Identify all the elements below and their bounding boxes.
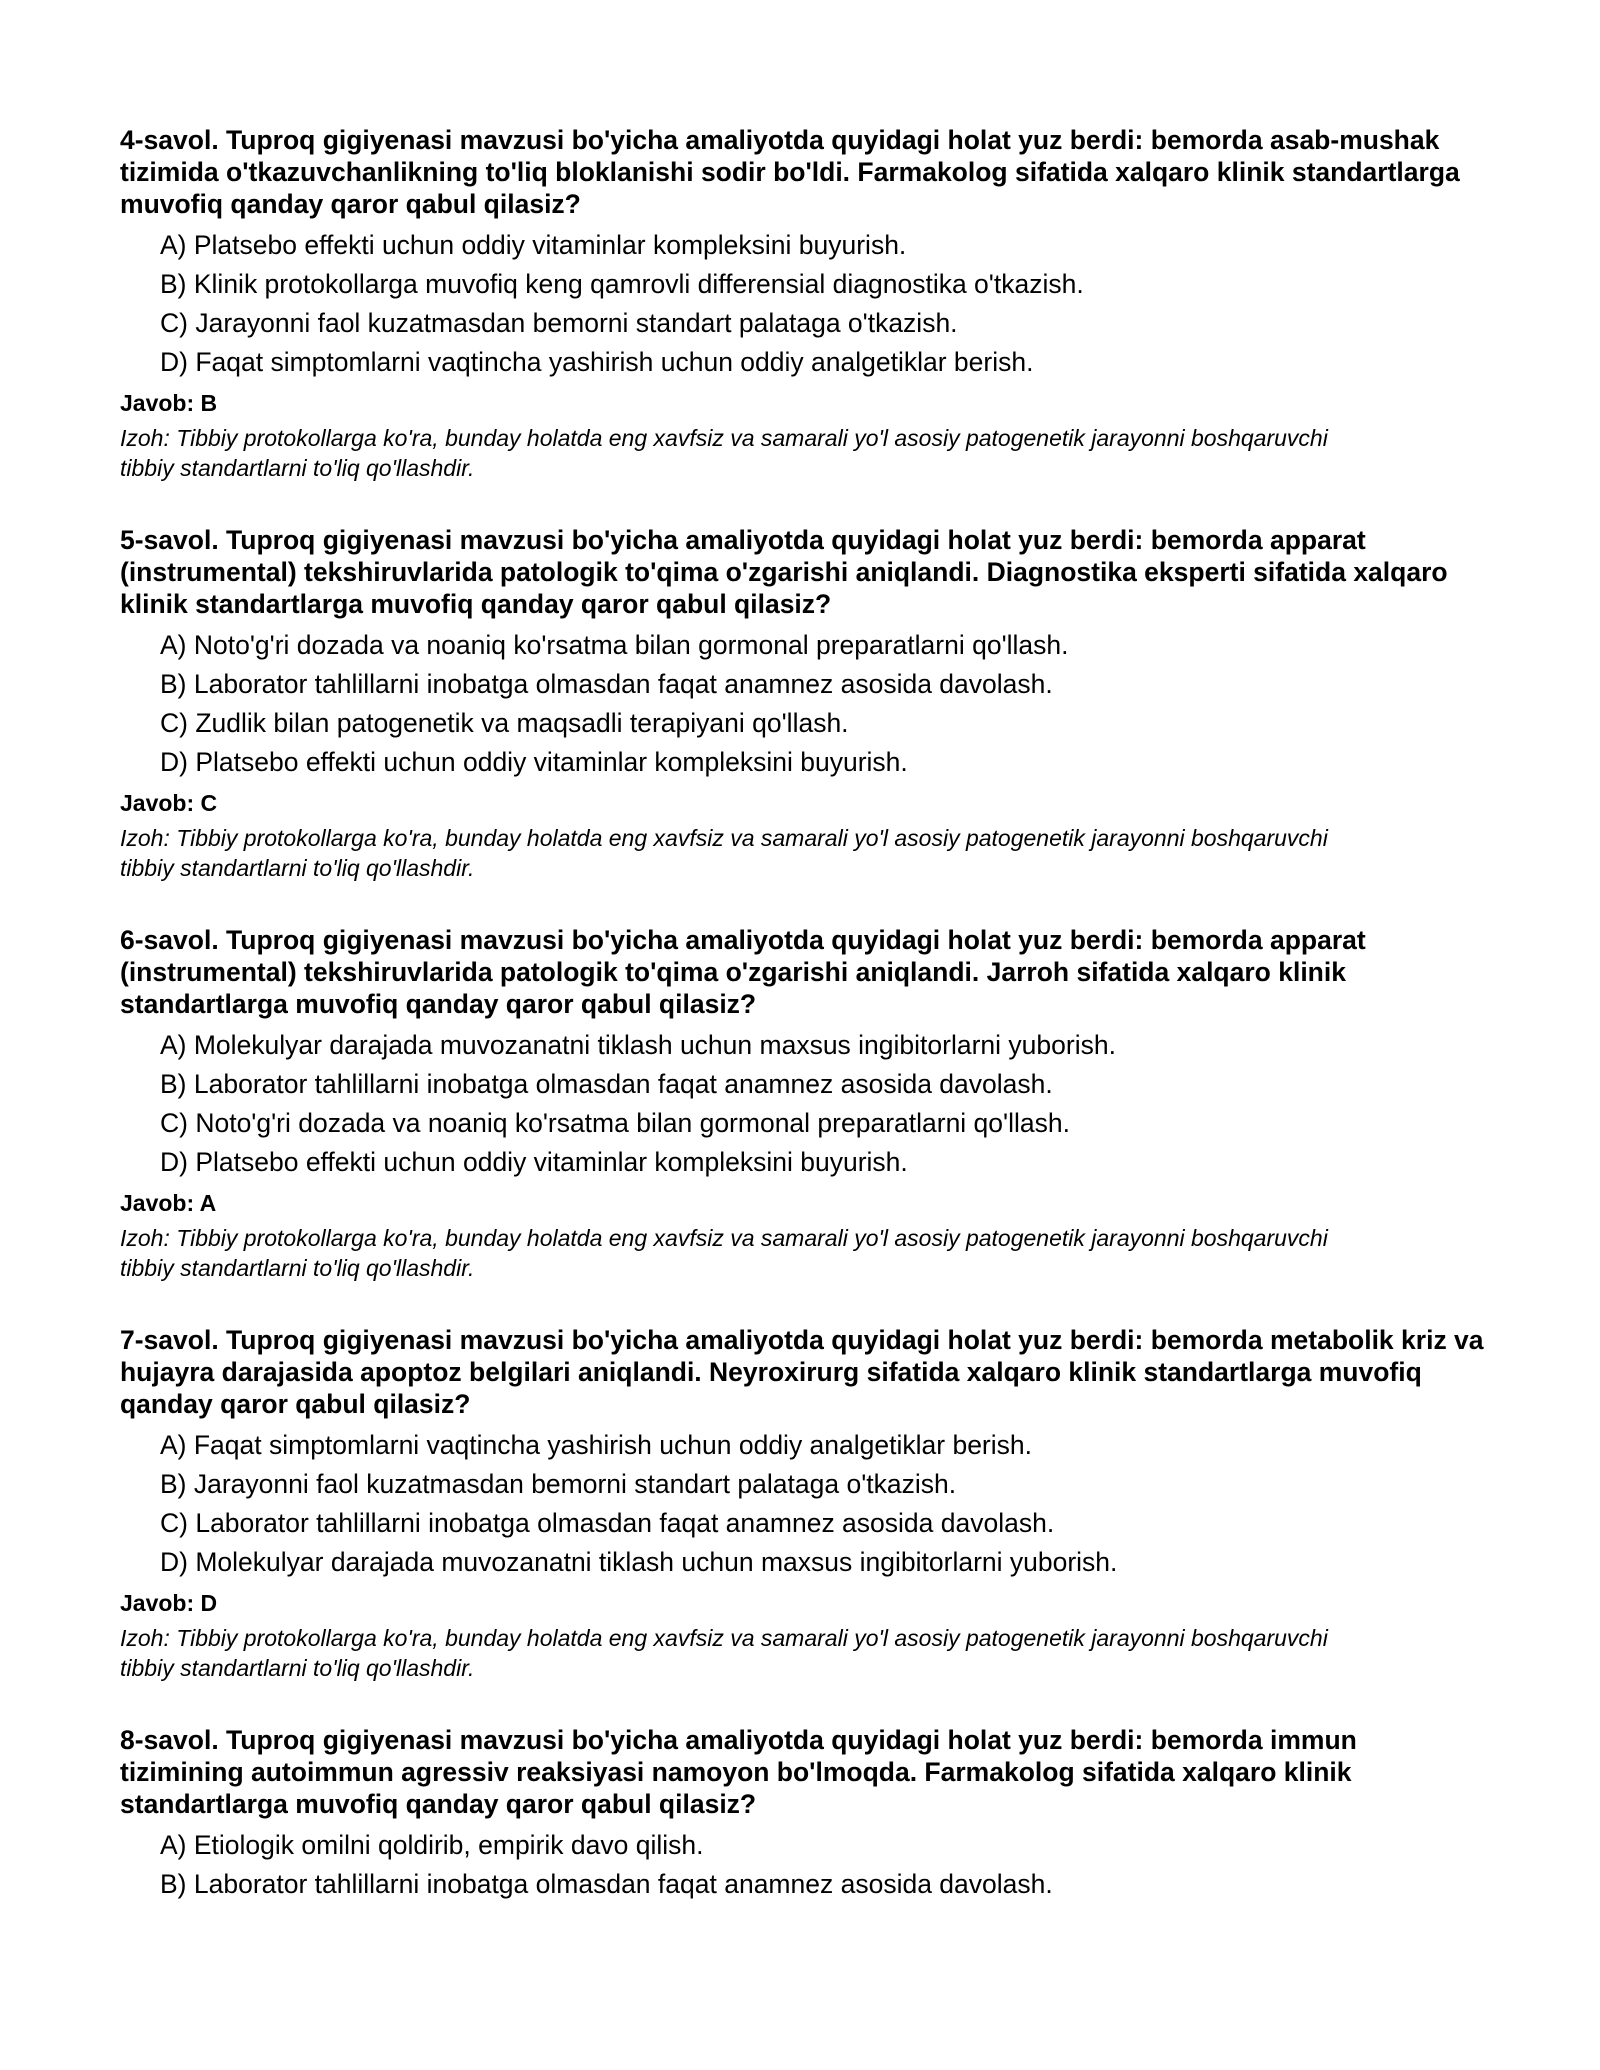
option-b: B) Klinik protokollarga muvofiq keng qamrovli differensial diagnostika o'tkazish. [160,269,1084,299]
explanation-note: Izoh: Tibbiy protokollarga ko'ra, bunday holatda eng xavfsiz va samarali yo'l asosiy patogenetik jarayonni boshqaruvchi tibbiy standartlarni to'liq qo'llashdir. [120,1625,1328,1681]
option-a: A) Molekulyar darajada muvozanatni tiklash uchun maxsus ingibitorlarni yuborish. [160,1030,1116,1060]
option-b: B) Laborator tahlillarni inobatga olmasdan faqat anamnez asosida davolash. [160,1069,1053,1099]
option-b: B) Laborator tahlillarni inobatga olmasdan faqat anamnez asosida davolash. [160,1869,1053,1899]
explanation-note: Izoh: Tibbiy protokollarga ko'ra, bunday holatda eng xavfsiz va samarali yo'l asosiy patogenetik jarayonni boshqaruvchi tibbiy standartlarni to'liq qo'llashdir. [120,1225,1328,1281]
spacer [120,883,1485,924]
answer-label: Javob: B [120,390,218,416]
question-text: 6-savol. Tuproq gigiyenasi mavzusi bo'yicha amaliyotda quyidagi holat yuz berdi: bemorda apparat (instrumental) tekshiruvlarida patologik to'qima o'zgarishi aniqlandi. Jarroh sifatida xalqaro klinik standartlarga muvofiq qanday qaror qabul qilasiz? [120,925,1366,1019]
spacer [120,1683,1485,1724]
answer-label: Javob: C [120,790,218,816]
spacer [120,483,1485,524]
option-a: A) Etiologik omilni qoldirib, empirik davo qilish. [160,1830,704,1860]
options-list [120,1830,1485,1899]
question-text: 8-savol. Tuproq gigiyenasi mavzusi bo'yicha amaliyotda quyidagi holat yuz berdi: bemorda immun tizimining autoimmun agressiv reaksiyasi namoyon bo'lmoqda. Farmakolog sifatida xalqaro klinik standartlarga muvofiq qanday qaror qabul qilasiz? [120,1725,1357,1819]
answer-label: Javob: A [120,1190,217,1216]
option-d: D) Platsebo effekti uchun oddiy vitaminlar kompleksini buyurish. [160,1147,908,1177]
options-list [120,1030,1485,1177]
option-c: C) Noto'g'ri dozada va noaniq ko'rsatma bilan gormonal preparatlarni qo'llash. [160,1108,1070,1138]
question-block [120,924,1485,1283]
question-block [120,124,1485,483]
question-text: 5-savol. Tuproq gigiyenasi mavzusi bo'yicha amaliyotda quyidagi holat yuz berdi: bemorda apparat (instrumental) tekshiruvlarida patologik to'qima o'zgarishi aniqlandi. Diagnostika eksperti sifatida xalqaro klinik standartlarga muvofiq qanday qaror qabul qilasiz? [120,525,1448,619]
question-block [120,1724,1485,1899]
question-block [120,1324,1485,1683]
spacer [120,1283,1485,1324]
option-d: D) Molekulyar darajada muvozanatni tiklash uchun maxsus ingibitorlarni yuborish. [160,1547,1118,1577]
option-b: B) Laborator tahlillarni inobatga olmasdan faqat anamnez asosida davolash. [160,669,1053,699]
option-a: A) Faqat simptomlarni vaqtincha yashirish uchun oddiy analgetiklar berish. [160,1430,1032,1460]
explanation-note: Izoh: Tibbiy protokollarga ko'ra, bunday holatda eng xavfsiz va samarali yo'l asosiy patogenetik jarayonni boshqaruvchi tibbiy standartlarni to'liq qo'llashdir. [120,425,1328,481]
option-c: C) Jarayonni faol kuzatmasdan bemorni standart palataga o'tkazish. [160,308,958,338]
options-list [120,230,1485,377]
option-b: B) Jarayonni faol kuzatmasdan bemorni standart palataga o'tkazish. [160,1469,957,1499]
option-c: C) Zudlik bilan patogenetik va maqsadli terapiyani qo'llash. [160,708,849,738]
explanation-note: Izoh: Tibbiy protokollarga ko'ra, bunday holatda eng xavfsiz va samarali yo'l asosiy patogenetik jarayonni boshqaruvchi tibbiy standartlarni to'liq qo'llashdir. [120,825,1328,881]
question-text: 4-savol. Tuproq gigiyenasi mavzusi bo'yicha amaliyotda quyidagi holat yuz berdi: bemorda asab-mushak tizimida o'tkazuvchanlikning to'liq bloklanishi sodir bo'ldi. Farmakolog sifatida xalqaro klinik standartlarga muvofiq qanday qaror qabul qilasiz? [120,125,1460,219]
question-text: 7-savol. Tuproq gigiyenasi mavzusi bo'yicha amaliyotda quyidagi holat yuz berdi: bemorda metabolik kriz va hujayra darajasida apoptoz belgilari aniqlandi. Neyroxirurg sifatida xalqaro klinik standartlarga muvofiq qanday qaror qabul qilasiz? [120,1325,1484,1419]
option-d: D) Faqat simptomlarni vaqtincha yashirish uchun oddiy analgetiklar berish. [160,347,1034,377]
answer-label: Javob: D [120,1590,218,1616]
question-block [120,524,1485,883]
option-a: A) Platsebo effekti uchun oddiy vitaminlar kompleksini buyurish. [160,230,907,260]
document-page [120,124,1485,1908]
options-list [120,1430,1485,1577]
option-a: A) Noto'g'ri dozada va noaniq ko'rsatma bilan gormonal preparatlarni qo'llash. [160,630,1069,660]
option-c: C) Laborator tahlillarni inobatga olmasdan faqat anamnez asosida davolash. [160,1508,1055,1538]
option-d: D) Platsebo effekti uchun oddiy vitaminlar kompleksini buyurish. [160,747,908,777]
options-list [120,630,1485,777]
